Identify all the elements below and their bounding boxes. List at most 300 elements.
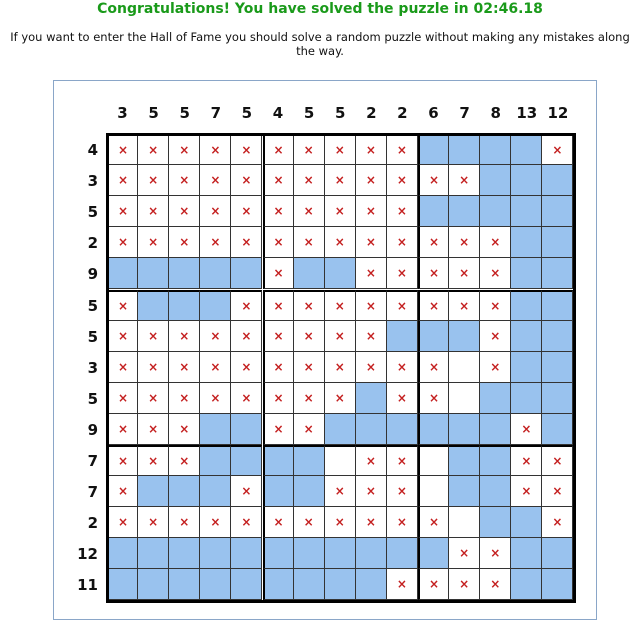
grid-cell-crossed[interactable] <box>263 290 294 321</box>
grid-cell-shaded[interactable] <box>138 258 169 289</box>
grid-cell-crossed[interactable] <box>138 445 169 476</box>
cross-mark-icon: × <box>148 204 159 219</box>
grid-cell-crossed[interactable] <box>200 165 231 196</box>
grid-cell-shaded[interactable] <box>200 569 231 600</box>
cross-mark-icon: × <box>459 266 470 281</box>
grid-cell-crossed[interactable] <box>356 165 387 196</box>
grid-cell-shaded[interactable] <box>138 290 169 321</box>
cross-mark-icon: × <box>118 328 129 343</box>
grid-cell-shaded[interactable] <box>169 569 200 600</box>
grid-cell-crossed[interactable] <box>418 352 449 383</box>
grid-cell-crossed[interactable] <box>138 134 169 165</box>
cross-mark-icon: × <box>210 235 221 250</box>
cross-mark-icon: × <box>148 143 159 158</box>
grid-cell-crossed[interactable] <box>294 196 325 227</box>
grid-cell-crossed[interactable] <box>325 196 356 227</box>
grid-cell-crossed[interactable] <box>387 445 418 476</box>
grid-cell-shaded[interactable] <box>418 196 449 227</box>
grid-cell-shaded[interactable] <box>294 538 325 569</box>
grid-cell-crossed[interactable] <box>325 290 356 321</box>
grid-cell-shaded[interactable] <box>418 414 449 445</box>
cross-mark-icon: × <box>396 298 407 313</box>
grid-cell-crossed[interactable] <box>231 196 262 227</box>
cross-mark-icon: × <box>210 359 221 374</box>
grid-cell-crossed[interactable] <box>325 134 356 165</box>
grid-cell-shaded[interactable] <box>294 258 325 289</box>
grid-cell-shaded[interactable] <box>511 569 542 600</box>
cross-mark-icon: × <box>303 173 314 188</box>
grid-cell-crossed[interactable] <box>169 383 200 414</box>
grid-cell-crossed[interactable] <box>107 321 138 352</box>
grid-cell-crossed[interactable] <box>294 383 325 414</box>
cross-mark-icon: × <box>429 390 440 405</box>
cross-mark-icon: × <box>148 515 159 530</box>
grid-cell-shaded[interactable] <box>511 290 542 321</box>
grid-cell-crossed[interactable] <box>263 383 294 414</box>
grid-cell-shaded[interactable] <box>200 538 231 569</box>
grid-cell-crossed[interactable] <box>200 134 231 165</box>
grid-cell-crossed[interactable] <box>231 476 262 507</box>
grid-cell-crossed[interactable] <box>325 352 356 383</box>
cross-mark-icon: × <box>396 454 407 469</box>
grid-cell-shaded[interactable] <box>449 445 480 476</box>
grid-cell-crossed[interactable] <box>294 290 325 321</box>
grid-cell-crossed[interactable] <box>480 538 511 569</box>
column-clue: 7 <box>459 104 470 122</box>
grid-cell-shaded[interactable] <box>138 476 169 507</box>
grid-cell-crossed[interactable] <box>294 414 325 445</box>
grid-cell-shaded[interactable] <box>325 258 356 289</box>
grid-cell-shaded[interactable] <box>107 258 138 289</box>
grid-cell-shaded[interactable] <box>542 165 573 196</box>
grid-cell-shaded[interactable] <box>325 414 356 445</box>
cross-mark-icon: × <box>210 515 221 530</box>
grid-cell-shaded[interactable] <box>200 445 231 476</box>
cross-mark-icon: × <box>118 359 129 374</box>
grid-cell-shaded[interactable] <box>231 445 262 476</box>
column-clue: 5 <box>334 104 346 122</box>
column-clue: 12 <box>547 104 569 122</box>
column-clue: 5 <box>148 104 159 122</box>
grid-cell-shaded[interactable] <box>511 538 542 569</box>
grid-cell-shaded[interactable] <box>542 383 573 414</box>
grid-cell-crossed[interactable] <box>511 445 542 476</box>
grid-cell-crossed[interactable] <box>107 165 138 196</box>
grid-cell-empty[interactable] <box>418 445 449 476</box>
grid-cell-shaded[interactable] <box>356 569 387 600</box>
grid-cell-shaded[interactable] <box>542 227 573 258</box>
grid-cell-crossed[interactable] <box>325 165 356 196</box>
cross-mark-icon: × <box>118 454 129 469</box>
cross-mark-icon: × <box>396 235 407 250</box>
grid-cell-crossed[interactable] <box>325 476 356 507</box>
grid-cell-empty[interactable] <box>449 507 480 538</box>
row-clue: 7 <box>87 483 98 502</box>
grid-cell-crossed[interactable] <box>480 290 511 321</box>
grid-cell-shaded[interactable] <box>480 445 511 476</box>
grid-cell-crossed[interactable] <box>200 507 231 538</box>
grid-cell-shaded[interactable] <box>169 476 200 507</box>
grid-cell-crossed[interactable] <box>356 321 387 352</box>
cross-mark-icon: × <box>459 577 470 592</box>
grid-cell-shaded[interactable] <box>480 165 511 196</box>
grid-cell-shaded[interactable] <box>480 476 511 507</box>
grid-cell-crossed[interactable] <box>480 227 511 258</box>
cross-mark-icon: × <box>273 298 284 313</box>
grid-cell-crossed[interactable] <box>325 321 356 352</box>
grid-cell-crossed[interactable] <box>356 445 387 476</box>
cross-mark-icon: × <box>179 359 190 374</box>
column-clue: 5 <box>241 104 253 122</box>
grid-cell-crossed[interactable] <box>263 507 294 538</box>
cross-mark-icon: × <box>490 328 501 343</box>
grid-cell-crossed[interactable] <box>449 569 480 600</box>
grid-cell-shaded[interactable] <box>263 569 294 600</box>
grid-cell-crossed[interactable] <box>325 507 356 538</box>
grid-cell-crossed[interactable] <box>107 507 138 538</box>
grid-cell-shaded[interactable] <box>542 321 573 352</box>
grid-cell-shaded[interactable] <box>294 476 325 507</box>
grid-cell-crossed[interactable] <box>169 196 200 227</box>
grid-cell-crossed[interactable] <box>169 414 200 445</box>
grid-cell-shaded[interactable] <box>449 321 480 352</box>
grid-cell-crossed[interactable] <box>107 290 138 321</box>
grid-cell-shaded[interactable] <box>418 538 449 569</box>
grid-cell-crossed[interactable] <box>263 352 294 383</box>
grid-cell-crossed[interactable] <box>294 321 325 352</box>
grid-cell-crossed[interactable] <box>325 227 356 258</box>
grid-cell-crossed[interactable] <box>200 352 231 383</box>
cross-mark-icon: × <box>396 515 407 530</box>
grid-cell-crossed[interactable] <box>418 290 449 321</box>
grid-cell-crossed[interactable] <box>480 258 511 289</box>
grid-cell-shaded[interactable] <box>169 538 200 569</box>
row-clue: 2 <box>87 234 98 253</box>
cross-mark-icon: × <box>334 484 345 499</box>
grid-cell-crossed[interactable] <box>449 165 480 196</box>
grid-cell-empty[interactable] <box>418 476 449 507</box>
grid-cell-crossed[interactable] <box>542 476 573 507</box>
row-clue: 5 <box>87 203 98 222</box>
cross-mark-icon: × <box>365 298 376 313</box>
cross-mark-icon: × <box>303 359 314 374</box>
grid-cell-shaded[interactable] <box>387 414 418 445</box>
grid-cell-crossed[interactable] <box>294 352 325 383</box>
cross-mark-icon: × <box>365 484 376 499</box>
grid-cell-crossed[interactable] <box>480 352 511 383</box>
grid-cell-shaded[interactable] <box>263 476 294 507</box>
cross-mark-icon: × <box>118 143 129 158</box>
grid-cell-shaded[interactable] <box>511 507 542 538</box>
grid-cell-shaded[interactable] <box>356 414 387 445</box>
grid-cell-crossed[interactable] <box>107 352 138 383</box>
grid-cell-shaded[interactable] <box>138 538 169 569</box>
grid-cell-empty[interactable] <box>325 445 356 476</box>
grid-cell-shaded[interactable] <box>263 538 294 569</box>
grid-cell-shaded[interactable] <box>511 134 542 165</box>
grid-cell-shaded[interactable] <box>169 258 200 289</box>
cross-mark-icon: × <box>148 235 159 250</box>
grid-cell-crossed[interactable] <box>325 383 356 414</box>
grid-cell-crossed[interactable] <box>356 290 387 321</box>
grid-cell-crossed[interactable] <box>138 383 169 414</box>
grid-cell-shaded[interactable] <box>231 538 262 569</box>
grid-cell-crossed[interactable] <box>418 569 449 600</box>
cross-mark-icon: × <box>459 235 470 250</box>
grid-cell-shaded[interactable] <box>263 445 294 476</box>
grid-cell-crossed[interactable] <box>387 569 418 600</box>
grid-cell-crossed[interactable] <box>138 165 169 196</box>
grid-cell-crossed[interactable] <box>542 507 573 538</box>
cross-mark-icon: × <box>490 298 501 313</box>
grid-cell-crossed[interactable] <box>107 227 138 258</box>
grid-cell-crossed[interactable] <box>200 321 231 352</box>
grid-cell-shaded[interactable] <box>542 258 573 289</box>
grid-cell-crossed[interactable] <box>511 476 542 507</box>
grid-cell-crossed[interactable] <box>200 383 231 414</box>
grid-cell-crossed[interactable] <box>169 445 200 476</box>
grid-cell-shaded[interactable] <box>387 538 418 569</box>
grid-cell-shaded[interactable] <box>231 569 262 600</box>
cross-mark-icon: × <box>179 328 190 343</box>
cross-mark-icon: × <box>490 235 501 250</box>
grid-cell-crossed[interactable] <box>200 227 231 258</box>
grid-cell-crossed[interactable] <box>356 258 387 289</box>
grid-cell-crossed[interactable] <box>356 134 387 165</box>
grid-cell-crossed[interactable] <box>138 352 169 383</box>
cross-mark-icon: × <box>179 515 190 530</box>
grid-cell-crossed[interactable] <box>294 227 325 258</box>
grid-cell-crossed[interactable] <box>263 258 294 289</box>
grid-cell-crossed[interactable] <box>356 476 387 507</box>
grid-cell-shaded[interactable] <box>200 476 231 507</box>
grid-cell-crossed[interactable] <box>231 290 262 321</box>
grid-cell-crossed[interactable] <box>169 507 200 538</box>
cross-mark-icon: × <box>210 204 221 219</box>
grid-cell-shaded[interactable] <box>449 414 480 445</box>
grid-cell-crossed[interactable] <box>449 538 480 569</box>
cross-mark-icon: × <box>241 484 252 499</box>
grid-cell-crossed[interactable] <box>263 196 294 227</box>
grid-cell-crossed[interactable] <box>107 196 138 227</box>
grid-cell-crossed[interactable] <box>542 445 573 476</box>
grid-cell-shaded[interactable] <box>294 569 325 600</box>
cross-mark-icon: × <box>210 143 221 158</box>
grid-cell-crossed[interactable] <box>480 321 511 352</box>
row-clue: 9 <box>87 420 98 439</box>
grid-cell-crossed[interactable] <box>231 507 262 538</box>
grid-cell-crossed[interactable] <box>387 290 418 321</box>
grid-cell-crossed[interactable] <box>418 165 449 196</box>
grid-cell-crossed[interactable] <box>107 445 138 476</box>
grid-cell-crossed[interactable] <box>263 165 294 196</box>
grid-cell-crossed[interactable] <box>511 414 542 445</box>
grid-cell-shaded[interactable] <box>542 352 573 383</box>
grid-cell-shaded[interactable] <box>542 569 573 600</box>
grid-cell-shaded[interactable] <box>356 383 387 414</box>
grid-cell-shaded[interactable] <box>200 414 231 445</box>
grid-cell-shaded[interactable] <box>138 569 169 600</box>
cross-mark-icon: × <box>179 390 190 405</box>
cross-mark-icon: × <box>429 577 440 592</box>
grid-cell-crossed[interactable] <box>231 383 262 414</box>
grid-cell-crossed[interactable] <box>542 134 573 165</box>
cross-mark-icon: × <box>303 328 314 343</box>
cross-mark-icon: × <box>273 266 284 281</box>
cross-mark-icon: × <box>490 577 501 592</box>
grid-cell-crossed[interactable] <box>263 414 294 445</box>
grid-cell-crossed[interactable] <box>107 383 138 414</box>
grid-cell-crossed[interactable] <box>107 134 138 165</box>
grid-cell-crossed[interactable] <box>387 476 418 507</box>
grid-cell-crossed[interactable] <box>263 134 294 165</box>
grid-cell-shaded[interactable] <box>200 258 231 289</box>
column-clue: 8 <box>490 104 501 122</box>
grid-cell-shaded[interactable] <box>418 134 449 165</box>
grid-cell-crossed[interactable] <box>356 507 387 538</box>
grid-cell-shaded[interactable] <box>231 414 262 445</box>
grid-cell-crossed[interactable] <box>418 227 449 258</box>
grid-cell-crossed[interactable] <box>138 507 169 538</box>
grid-cell-crossed[interactable] <box>200 196 231 227</box>
grid-cell-crossed[interactable] <box>387 227 418 258</box>
grid-cell-crossed[interactable] <box>294 134 325 165</box>
grid-cell-crossed[interactable] <box>231 227 262 258</box>
cross-mark-icon: × <box>148 390 159 405</box>
grid-cell-shaded[interactable] <box>449 196 480 227</box>
grid-cell-crossed[interactable] <box>107 476 138 507</box>
cross-mark-icon: × <box>334 298 345 313</box>
grid-cell-shaded[interactable] <box>511 196 542 227</box>
cross-mark-icon: × <box>118 421 129 436</box>
row-clue: 5 <box>87 389 98 408</box>
grid-cell-crossed[interactable] <box>169 352 200 383</box>
grid-cell-crossed[interactable] <box>138 414 169 445</box>
grid-cell-crossed[interactable] <box>449 290 480 321</box>
grid-cell-shaded[interactable] <box>542 538 573 569</box>
cross-mark-icon: × <box>365 173 376 188</box>
grid-cell-shaded[interactable] <box>387 321 418 352</box>
hall-of-fame-note: If you want to enter the Hall of Fame you should solve a random puzzle without making any mistakes along the way. <box>10 30 630 58</box>
grid-cell-shaded[interactable] <box>107 538 138 569</box>
grid-cell-crossed[interactable] <box>138 196 169 227</box>
grid-cell-crossed[interactable] <box>449 227 480 258</box>
grid-cell-crossed[interactable] <box>387 507 418 538</box>
grid-cell-crossed[interactable] <box>263 227 294 258</box>
grid-cell-crossed[interactable] <box>418 383 449 414</box>
grid-cell-shaded[interactable] <box>511 321 542 352</box>
grid-cell-crossed[interactable] <box>387 165 418 196</box>
grid-cell-shaded[interactable] <box>480 414 511 445</box>
grid-cell-shaded[interactable] <box>480 507 511 538</box>
grid-cell-crossed[interactable] <box>387 196 418 227</box>
cross-mark-icon: × <box>303 204 314 219</box>
grid-cell-shaded[interactable] <box>542 290 573 321</box>
grid-cell-crossed[interactable] <box>169 134 200 165</box>
grid-cell-empty[interactable] <box>449 352 480 383</box>
grid-cell-crossed[interactable] <box>294 165 325 196</box>
cross-mark-icon: × <box>334 359 345 374</box>
cross-mark-icon: × <box>303 143 314 158</box>
grid-cell-shaded[interactable] <box>356 538 387 569</box>
grid-cell-crossed[interactable] <box>387 134 418 165</box>
grid-cell-shaded[interactable] <box>325 538 356 569</box>
grid-cell-shaded[interactable] <box>169 290 200 321</box>
grid-cell-crossed[interactable] <box>138 321 169 352</box>
row-clue: 4 <box>87 141 98 159</box>
grid-cell-crossed[interactable] <box>231 134 262 165</box>
grid-cell-empty[interactable] <box>449 383 480 414</box>
grid-cell-shaded[interactable] <box>325 569 356 600</box>
grid-cell-shaded[interactable] <box>294 445 325 476</box>
cross-mark-icon: × <box>303 515 314 530</box>
grid-cell-shaded[interactable] <box>480 383 511 414</box>
grid-cell-crossed[interactable] <box>231 352 262 383</box>
cross-mark-icon: × <box>490 359 501 374</box>
grid-cell-shaded[interactable] <box>542 414 573 445</box>
grid-cell-shaded[interactable] <box>542 196 573 227</box>
cross-mark-icon: × <box>459 546 470 561</box>
grid-cell-crossed[interactable] <box>418 258 449 289</box>
grid-cell-crossed[interactable] <box>169 165 200 196</box>
grid-cell-crossed[interactable] <box>107 414 138 445</box>
grid-cell-shaded[interactable] <box>231 258 262 289</box>
grid-cell-shaded[interactable] <box>511 227 542 258</box>
grid-cell-shaded[interactable] <box>418 321 449 352</box>
cross-mark-icon: × <box>552 143 563 158</box>
grid-cell-crossed[interactable] <box>169 227 200 258</box>
grid-cell-crossed[interactable] <box>138 227 169 258</box>
grid-cell-crossed[interactable] <box>356 352 387 383</box>
cross-mark-icon: × <box>273 173 284 188</box>
grid-cell-shaded[interactable] <box>511 352 542 383</box>
cross-mark-icon: × <box>334 173 345 188</box>
grid-cell-shaded[interactable] <box>511 165 542 196</box>
cross-mark-icon: × <box>241 173 252 188</box>
cross-mark-icon: × <box>273 515 284 530</box>
grid-cell-crossed[interactable] <box>356 196 387 227</box>
grid-cell-crossed[interactable] <box>263 321 294 352</box>
grid-cell-crossed[interactable] <box>356 227 387 258</box>
grid-cell-crossed[interactable] <box>387 383 418 414</box>
cross-mark-icon: × <box>273 359 284 374</box>
grid-cell-shaded[interactable] <box>449 134 480 165</box>
congrats-message: Congratulations! You have solved the puzzle in 02:46.18 <box>97 1 543 17</box>
grid-cell-crossed[interactable] <box>480 569 511 600</box>
cross-mark-icon: × <box>490 546 501 561</box>
grid-cell-crossed[interactable] <box>231 321 262 352</box>
grid-cell-shaded[interactable] <box>511 258 542 289</box>
grid-cell-crossed[interactable] <box>169 321 200 352</box>
grid-cell-crossed[interactable] <box>231 165 262 196</box>
grid-cell-crossed[interactable] <box>418 507 449 538</box>
row-clue: 2 <box>87 514 98 533</box>
grid-cell-shaded[interactable] <box>107 569 138 600</box>
grid-cell-shaded[interactable] <box>449 476 480 507</box>
grid-cell-crossed[interactable] <box>294 507 325 538</box>
grid-cell-shaded[interactable] <box>511 383 542 414</box>
cross-mark-icon: × <box>148 359 159 374</box>
cross-mark-icon: × <box>365 235 376 250</box>
grid-cell-crossed[interactable] <box>387 258 418 289</box>
grid-cell-shaded[interactable] <box>480 196 511 227</box>
cross-mark-icon: × <box>148 173 159 188</box>
cross-mark-icon: × <box>490 266 501 281</box>
grid-cell-crossed[interactable] <box>449 258 480 289</box>
grid-cell-shaded[interactable] <box>480 134 511 165</box>
grid-cell-shaded[interactable] <box>200 290 231 321</box>
grid-cell-crossed[interactable] <box>387 352 418 383</box>
